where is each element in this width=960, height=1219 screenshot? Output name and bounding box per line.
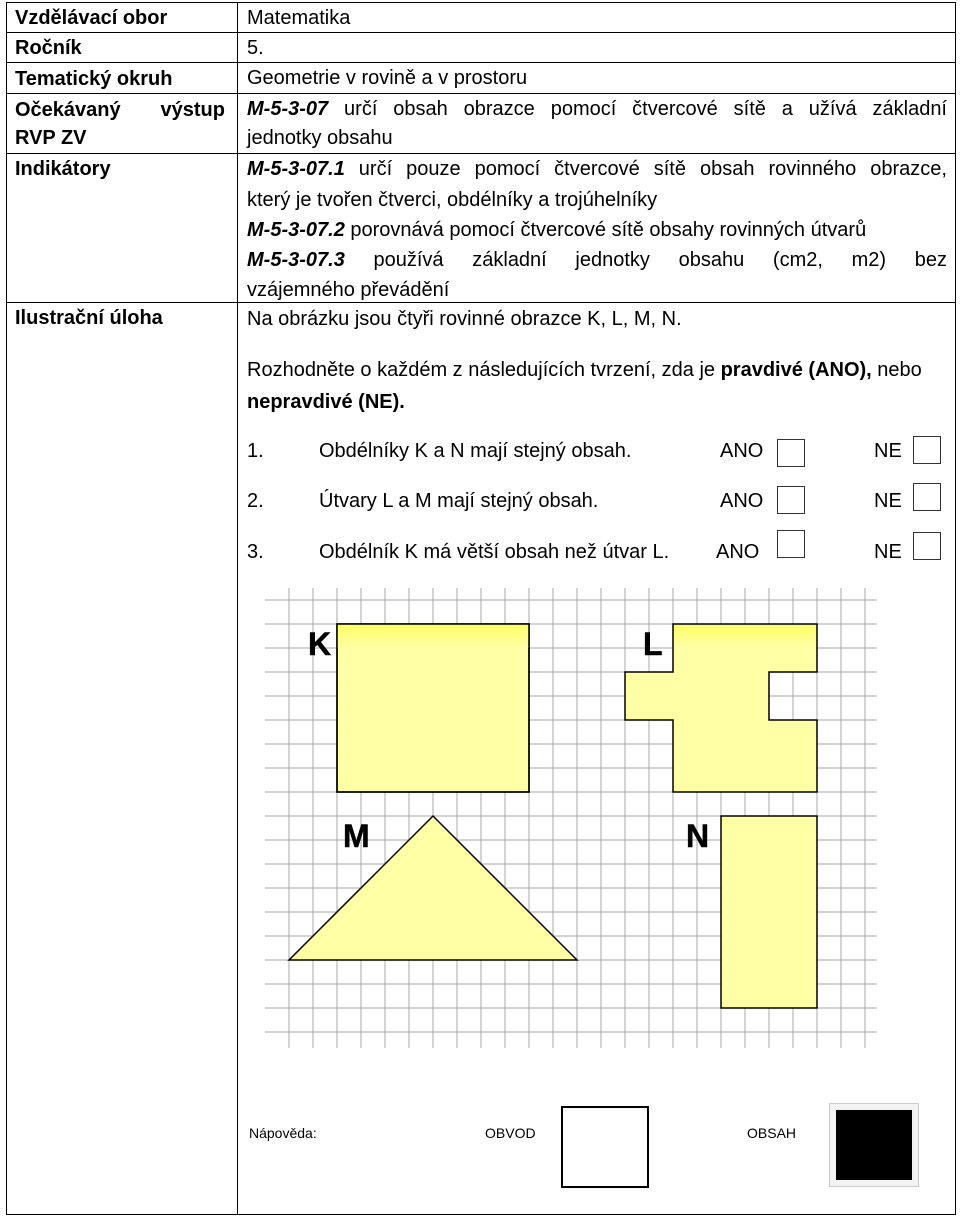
perimeter-label: OBVOD (485, 1125, 536, 1141)
indicator-1-text: určí pouze pomocí čtvercové sítě obsah rovinného obrazce, (344, 158, 947, 180)
indicators-label: Indikátory (15, 158, 111, 180)
grade-value: 5. (247, 37, 264, 59)
grade-label: Ročník (15, 37, 82, 59)
area-button[interactable] (829, 1103, 919, 1187)
yes-label: ANO (716, 541, 760, 563)
no-label: NE (874, 490, 902, 512)
perimeter-button[interactable] (561, 1106, 649, 1188)
shape-label-n: N (686, 818, 710, 854)
task-instruction-text: nebo (871, 359, 922, 381)
indicator-2-text: porovnává pomocí čtvercové sítě obsahy rovinných útvarů (344, 219, 867, 241)
outcome-code: M-5-3-07 (247, 98, 329, 120)
shape-label-l: L (643, 626, 663, 662)
shape-n (721, 816, 817, 1008)
statement-text: Útvary L a M mají stejný obsah. (319, 490, 599, 512)
yes-label: ANO (720, 440, 764, 462)
area-swatch (836, 1110, 912, 1180)
yes-label: ANO (720, 490, 764, 512)
topic-value: Geometrie v rovině a v prostoru (247, 67, 528, 89)
indicator-2-code: M-5-3-07.2 (247, 219, 345, 241)
task-label: Ilustrační úloha (15, 307, 163, 329)
task-instruction-text: Rozhodněte o každém z následujících tvrzení, zda je (247, 359, 721, 381)
outcome-text-2: jednotky obsahu (247, 127, 393, 149)
task-instruction-no: nepravdivé (NE). (247, 391, 405, 413)
task-instruction-yes: pravdivé (ANO), (720, 359, 872, 381)
shape-label-m: M (343, 818, 370, 854)
shape-label-k: K (308, 626, 332, 662)
outcome-label-word: Očekávaný (15, 99, 121, 121)
statement-number: 2. (247, 490, 264, 512)
indicator-3-text-2: vzájemného převádění (247, 279, 450, 301)
no-label: NE (874, 541, 902, 563)
indicator-1-text-2: který je tvořen čtverci, obdélníky a trojúhelníky (247, 189, 658, 211)
outcome-label-word: výstup (160, 99, 225, 121)
task-intro: Na obrázku jsou čtyři rovinné obrazce K, L, M, N. (247, 308, 682, 330)
statement-text: Obdélníky K a N mají stejný obsah. (319, 440, 632, 462)
no-label: NE (874, 440, 902, 462)
statement-number: 3. (247, 541, 264, 563)
subject-value: Matematika (247, 7, 351, 29)
indicator-3-code: M-5-3-07.3 (247, 249, 345, 271)
shape-k (337, 624, 529, 792)
indicator-3-text: používá základní jednotky obsahu (cm2, m2) bez (344, 249, 947, 271)
topic-label: Tematický okruh (15, 68, 173, 90)
outcome-label-rvp: RVP ZV (15, 127, 87, 149)
indicator-1-code: M-5-3-07.1 (247, 158, 345, 180)
hint-label: Nápověda: (249, 1125, 317, 1141)
statement-text: Obdélník K má větší obsah než útvar L. (319, 541, 670, 563)
area-label: OBSAH (747, 1125, 797, 1141)
subject-label: Vzdělávací obor (15, 7, 168, 29)
statement-number: 1. (247, 440, 264, 462)
outcome-text-1: určí obsah obrazce pomocí čtvercové sítě a užívá základní (328, 98, 947, 120)
